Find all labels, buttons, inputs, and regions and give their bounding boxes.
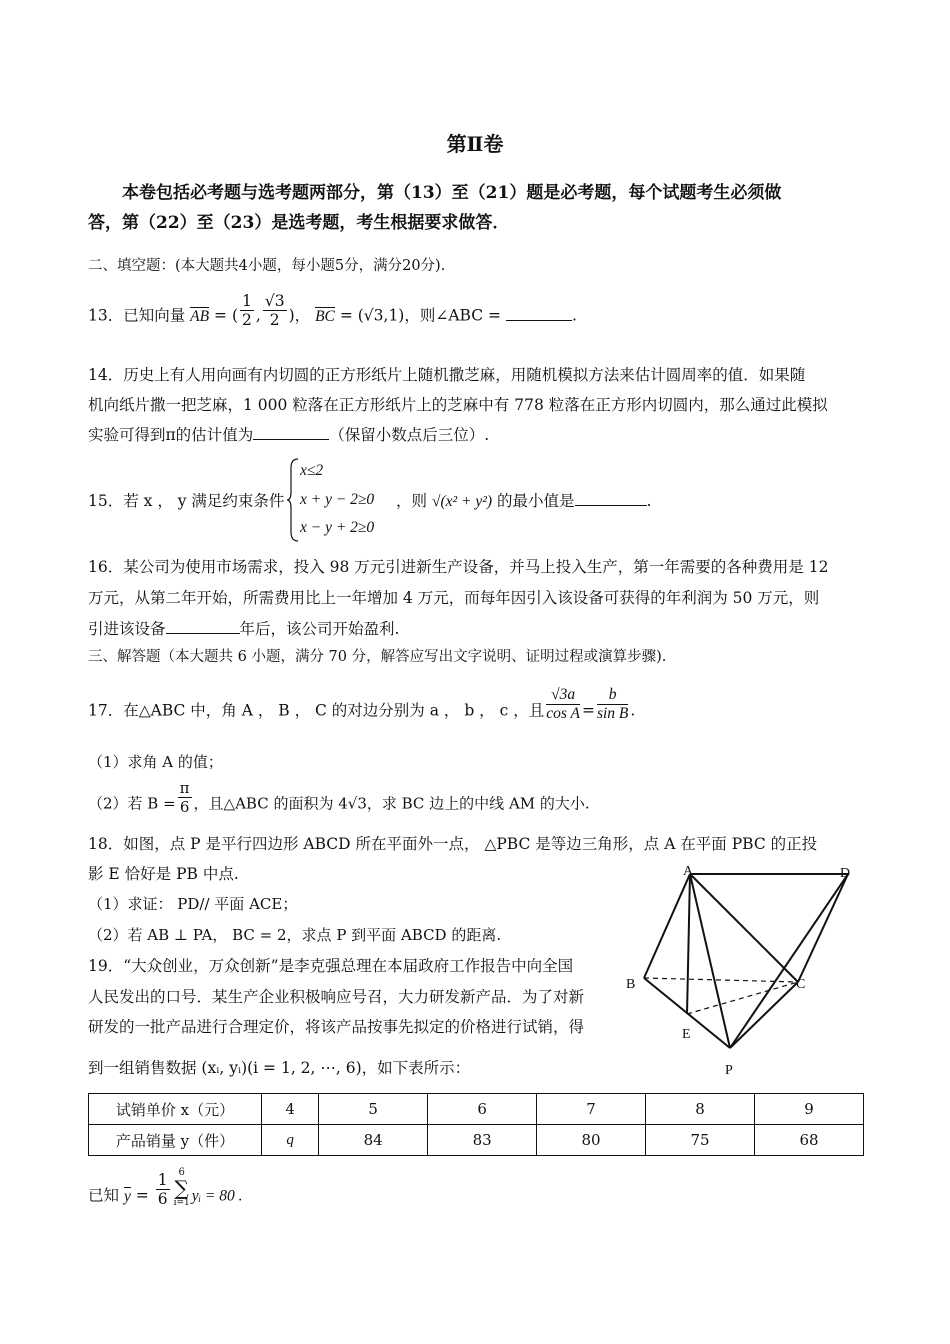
- q14-line-3-end: （保留小数点后三位）.: [329, 426, 490, 444]
- sigma-icon: ∑: [174, 1175, 189, 1200]
- q19-frac-num: 1: [157, 1171, 168, 1189]
- q15-suffix: 的最小值是: [496, 492, 575, 510]
- q13-close: ): [288, 306, 295, 325]
- table-cell: 68: [755, 1125, 864, 1156]
- q15-answer-blank[interactable]: [575, 491, 647, 506]
- q15-mid: ，则: [396, 492, 428, 510]
- q14-answer-blank[interactable]: [253, 425, 329, 440]
- q13-end: .: [571, 306, 577, 325]
- table-cell: 9: [755, 1094, 864, 1125]
- constraint-3: x − y + 2≥0: [300, 519, 375, 536]
- q17-lhs-fraction: [546, 686, 580, 723]
- q16-line-3: [88, 619, 399, 639]
- q13-fraction-2: [263, 292, 287, 329]
- edge-ac-hidden: [690, 874, 798, 982]
- q19-known-end: yᵢ = 80 .: [191, 1187, 243, 1205]
- q18-part-1: （1）求证： PD// 平面 ACE；: [88, 895, 298, 913]
- section-title: 第Ⅱ卷: [446, 132, 504, 156]
- table-cell: 80: [537, 1125, 646, 1156]
- q17-part-2-start: （2）若 B =: [88, 794, 176, 813]
- q15-expression: √(x² + y²): [431, 493, 493, 510]
- label-a: A: [683, 864, 694, 879]
- q13-bc-value: = (√3,1): [334, 306, 405, 325]
- label-b: B: [626, 977, 636, 992]
- q17-lhs-den: cos A: [546, 705, 580, 722]
- vector-bc: BC: [315, 307, 335, 325]
- q19-known: 已知 y = $\frac{1}{6}$ 6 ∑ i=1 yᵢ = 80 .: [88, 1166, 243, 1208]
- part3-heading: 三、解答题（本大题共 6 小题，满分 70 分，解答应写出文字说明、证明过程或演算步骤).: [88, 649, 667, 665]
- q18-line-1: 18．如图，点 P 是平行四边形 ABCD 所在平面外一点， △PBC 是等边三角形，点 A 在平面 PBC 的正投: [88, 835, 818, 853]
- q13-prefix: 13．已知向量: [88, 306, 186, 325]
- edge-ap: [690, 874, 730, 1048]
- q19-sum: [174, 1168, 190, 1208]
- constraint-2: x + y − 2≥0: [300, 491, 375, 508]
- q19-line-1: 19．“大众创业，万众创新”是李克强总理在本届政府工作报告中向全国: [88, 957, 574, 975]
- q13-comma: ,: [255, 306, 261, 325]
- q16-line-3-end: 年后，该公司开始盈利.: [239, 620, 400, 638]
- q15-end: .: [646, 492, 652, 510]
- label-p: P: [725, 1063, 733, 1078]
- q15-tail: [396, 491, 651, 512]
- table-cell: 6: [428, 1094, 537, 1125]
- edge-ae: [687, 874, 690, 1014]
- q19-known-start: 已知: [88, 1186, 120, 1205]
- q19-frac-den: 6: [157, 1190, 168, 1208]
- constraint-1: x≤2: [300, 462, 324, 479]
- table-cell: q: [262, 1125, 319, 1156]
- q19-line-2: 人民发出的口号．某生产企业积极响应号召，大力研发新产品．为了对新: [88, 988, 585, 1006]
- intro-line-1: 本卷包括必考题与选考题两部分，第（13）至（21）题是必考题，每个试题考生必须做: [122, 183, 782, 203]
- edge-dp: [730, 874, 848, 1048]
- edge-dc: [798, 874, 848, 982]
- q19-line-3: 研发的一批产品进行合理定价，将该产品按事先拟定的价格进行试销，得: [88, 1018, 585, 1036]
- q17-pi-fraction: [178, 779, 192, 816]
- q17-eq: =: [581, 701, 595, 720]
- system-brace-icon: [287, 458, 299, 542]
- part2-heading: 二、填空题：(本大题共4小题，每小题5分，满分20分).: [88, 258, 446, 274]
- q14-line-2: 机向纸片撒一把芝麻，1 000 粒落在正方形纸片上的芝麻中有 778 粒落在正方形内切圆内，那么通过此模拟: [88, 396, 828, 414]
- q19-sum-bottom: i=1: [173, 1197, 190, 1208]
- q19-sum-top: 6: [178, 1166, 185, 1178]
- q13-then: ，则∠ABC =: [404, 306, 501, 325]
- q17-pi-den: 6: [179, 798, 190, 816]
- table-header-volume: 产品销量 y（件）: [89, 1125, 262, 1156]
- intro-line-2: 答，第（22）至（23）是选考题，考生根据要求做答．: [88, 213, 510, 233]
- edge-cp: [730, 982, 798, 1048]
- label-e: E: [682, 1027, 691, 1042]
- q15-prefix: 15．若 x ， y 满足约束条件: [88, 492, 285, 510]
- label-d: D: [840, 866, 851, 881]
- table-cell: 75: [646, 1125, 755, 1156]
- q17-rhs-den: sin B: [596, 705, 629, 722]
- table-cell: 5: [319, 1094, 428, 1125]
- edge-bc-hidden: [644, 978, 798, 982]
- q16-line-3-start: 引进该设备: [88, 620, 166, 638]
- q17-part-2-end: ，且△ABC 的面积为 4√3，求 BC 边上的中线 AM 的大小.: [193, 794, 590, 813]
- table-cell: 7: [537, 1094, 646, 1125]
- sales-table: [88, 1093, 864, 1156]
- q13-frac2-den: 2: [269, 311, 280, 329]
- q13-frac2-num: √3: [264, 292, 285, 310]
- table-cell: 8: [646, 1094, 755, 1125]
- q17-prefix: 17．在△ABC 中，角 A ， B ， C 的对边分别为 a ， b ， c ，且: [88, 701, 545, 720]
- q17-part-2: [88, 779, 590, 816]
- q13-frac1-num: 1: [242, 292, 252, 310]
- q14-line-3: [88, 425, 489, 445]
- table-cell: 83: [428, 1125, 537, 1156]
- q18-line-2: 影 E 恰好是 PB 中点.: [88, 865, 239, 883]
- q16-line-1: 16．某公司为使用市场需求，投入 98 万元引进新生产设备，并马上投入生产，第一年需要的各种费用是 12: [88, 558, 829, 576]
- q13-sep: ，: [294, 306, 311, 325]
- q13-eq: = (: [209, 306, 238, 325]
- question-13: [88, 292, 577, 329]
- pyramid-figure: [620, 862, 860, 1082]
- q14-line-1: 14．历史上有人用向画有内切圆的正方形纸片上随机撒芝麻，用随机模拟方法来估计圆周率的值．如果随: [88, 366, 806, 384]
- table-header-price: 试销单价 x（元）: [89, 1094, 262, 1125]
- q14-line-3-start: 实验可得到π的估计值为: [88, 426, 254, 444]
- table-cell: 4: [262, 1094, 319, 1125]
- q17-end: .: [630, 701, 636, 720]
- q13-answer-blank[interactable]: [506, 306, 572, 321]
- edge-ab: [644, 874, 690, 978]
- q17-rhs-fraction: [597, 686, 628, 723]
- q17-pi-num: π: [179, 779, 190, 797]
- q13-fraction-1: [240, 292, 254, 329]
- q17-rhs-num: b: [597, 686, 628, 705]
- table-row: [89, 1094, 864, 1125]
- q16-answer-blank[interactable]: [166, 619, 240, 634]
- vector-ab: AB: [190, 307, 210, 325]
- label-c: C: [796, 977, 806, 992]
- q17-lhs-num: √3a: [546, 686, 580, 705]
- table-row: [89, 1125, 864, 1156]
- q19-ybar: y: [123, 1187, 131, 1205]
- question-17: [88, 686, 636, 723]
- q18-part-2: （2）若 AB ⊥ PA， BC = 2，求点 P 到平面 ABCD 的距离.: [88, 926, 502, 944]
- q17-part-1: （1）求角 A 的值；: [88, 753, 223, 771]
- q13-frac1-den: 2: [242, 311, 252, 329]
- table-cell: 84: [319, 1125, 428, 1156]
- q19-one-sixth: [156, 1171, 170, 1208]
- q19-line-4: 到一组销售数据 (xᵢ, yᵢ)(i = 1, 2, ⋯, 6)，如下表所示：: [88, 1059, 471, 1077]
- q16-line-2: 万元，从第二年开始，所需费用比上一年增加 4 万元，而每年因引入该设备可获得的年利润为 50 万元，则: [88, 589, 820, 607]
